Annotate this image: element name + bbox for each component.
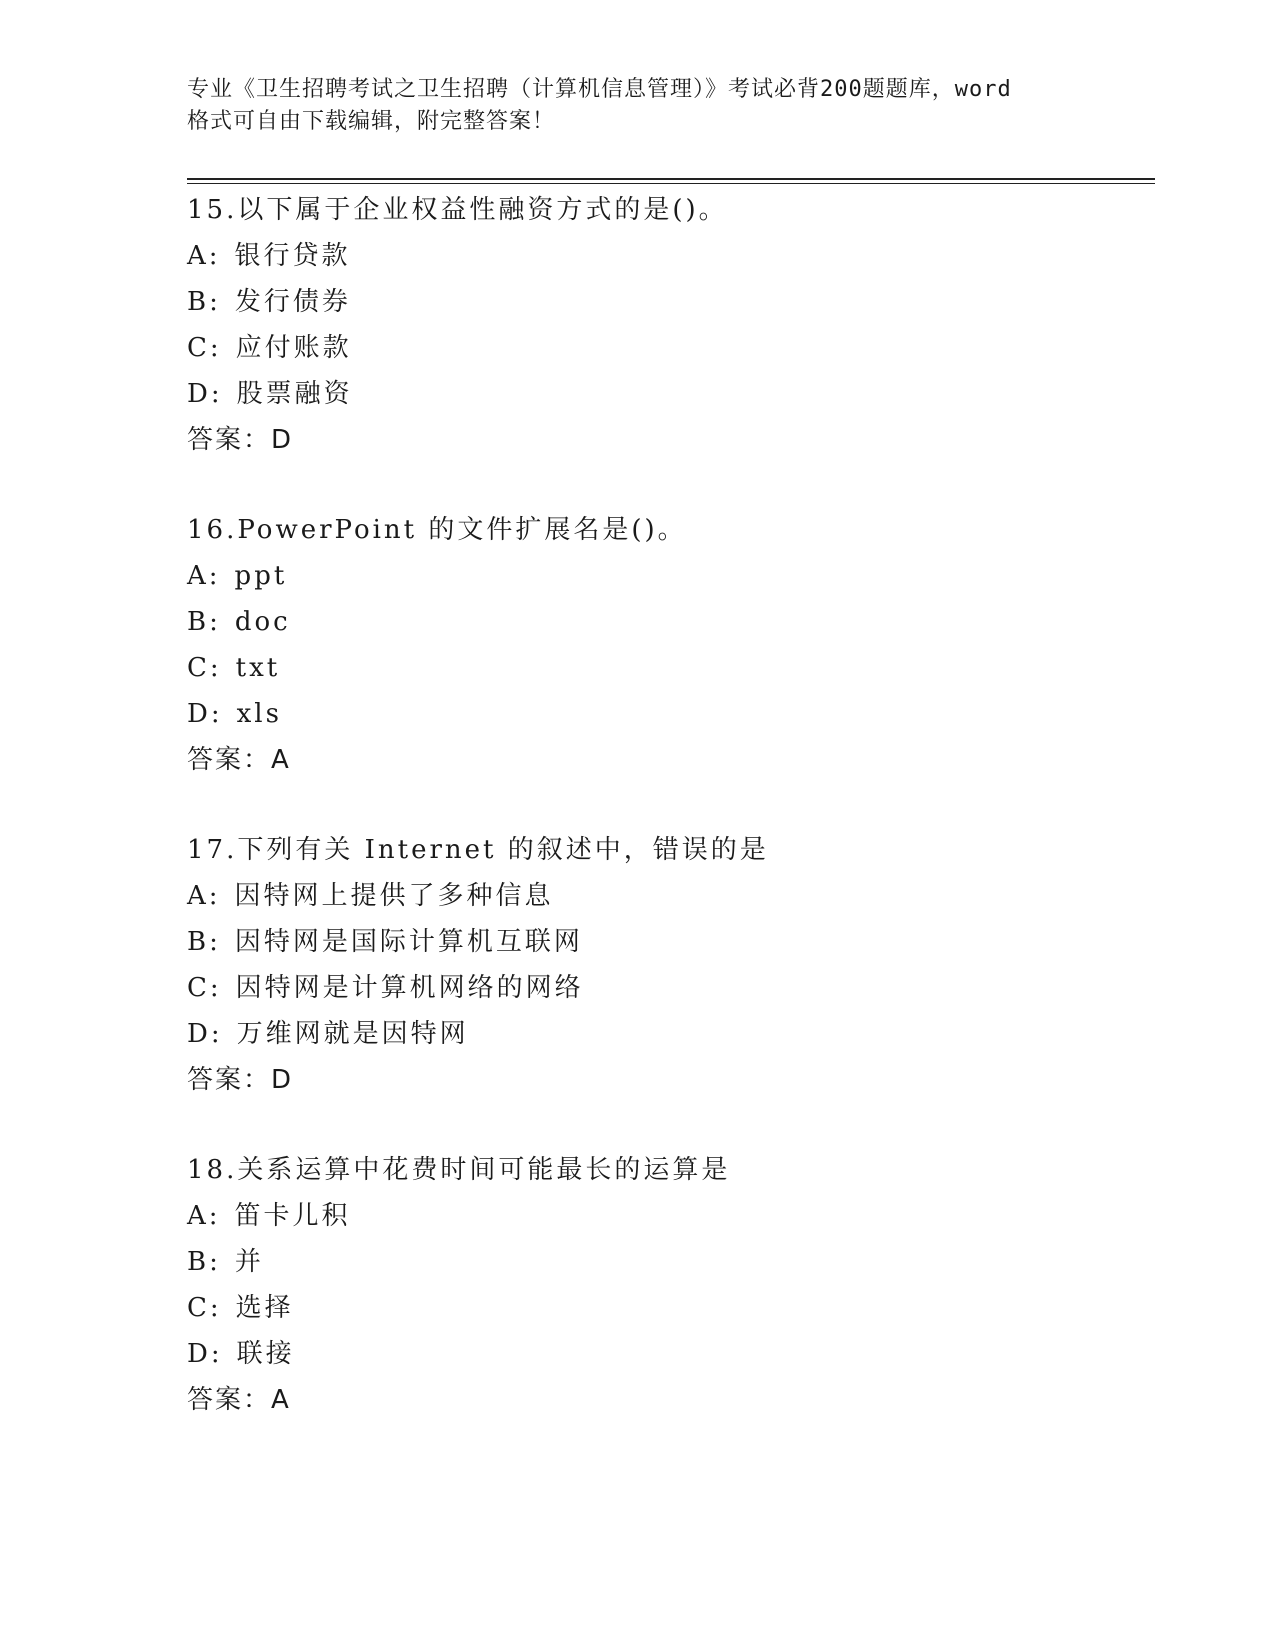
option-row: [187, 919, 1147, 965]
option-row: [187, 1011, 1147, 1057]
answer-line: 答案：D: [187, 1065, 294, 1095]
option-row: [187, 1239, 1147, 1285]
question-block: [187, 507, 1147, 783]
option-letter: A:: [187, 241, 221, 271]
option-text: 联接: [236, 1339, 295, 1369]
option-row: [187, 965, 1147, 1011]
option-letter: C:: [187, 333, 222, 363]
question-stem: 18.关系运算中花费时间可能最长的运算是: [187, 1155, 731, 1185]
option-letter: C:: [187, 1293, 222, 1323]
option-letter: A:: [187, 1201, 221, 1231]
option-letter: D:: [187, 1339, 223, 1369]
option-text: 并: [234, 1247, 264, 1277]
option-text: doc: [234, 607, 291, 637]
option-row: [187, 1193, 1147, 1239]
header-line-2: 格式可自由下载编辑，附完整答案！: [187, 109, 556, 134]
option-letter: B:: [187, 927, 221, 957]
option-text: txt: [235, 653, 281, 683]
option-text: 因特网上提供了多种信息: [234, 881, 554, 911]
option-letter: C:: [187, 973, 222, 1003]
document-header: [187, 74, 1087, 138]
answer-line: 答案：D: [187, 425, 294, 455]
option-text: 万维网就是因特网: [236, 1019, 469, 1049]
option-letter: D:: [187, 379, 223, 409]
option-letter: B:: [187, 287, 221, 317]
question-stem: 15.以下属于企业权益性融资方式的是()。: [187, 195, 728, 225]
question-block: [187, 1147, 1147, 1423]
option-letter: A:: [187, 881, 221, 911]
question-stem: 17.下列有关 Internet 的叙述中，错误的是: [187, 835, 769, 865]
header-divider-thin: [187, 183, 1155, 184]
header-divider-thick: [187, 178, 1155, 180]
question-block: [187, 827, 1147, 1103]
option-text: 发行债券: [234, 287, 351, 317]
option-row: [187, 599, 1147, 645]
option-row: [187, 553, 1147, 599]
answer-line: 答案：A: [187, 745, 291, 775]
option-letter: D:: [187, 699, 223, 729]
option-row: [187, 1285, 1147, 1331]
answer-line: 答案：A: [187, 1385, 291, 1415]
question-block: [187, 187, 1147, 463]
option-row: [187, 691, 1147, 737]
option-row: [187, 233, 1147, 279]
option-row: [187, 325, 1147, 371]
option-text: 选择: [235, 1293, 294, 1323]
option-letter: C:: [187, 653, 222, 683]
option-letter: D:: [187, 1019, 223, 1049]
option-text: 银行贷款: [234, 241, 351, 271]
option-letter: A:: [187, 561, 221, 591]
option-letter: B:: [187, 1247, 221, 1277]
option-letter: B:: [187, 607, 221, 637]
option-row: [187, 1331, 1147, 1377]
option-row: [187, 645, 1147, 691]
option-text: 股票融资: [236, 379, 353, 409]
question-stem: 16.PowerPoint 的文件扩展名是()。: [187, 515, 687, 545]
option-text: 因特网是国际计算机互联网: [234, 927, 583, 957]
option-row: [187, 279, 1147, 325]
option-text: xls: [236, 699, 282, 729]
option-row: [187, 873, 1147, 919]
option-text: 因特网是计算机网络的网络: [235, 973, 584, 1003]
option-text: ppt: [234, 561, 288, 591]
option-text: 笛卡儿积: [234, 1201, 351, 1231]
option-row: [187, 371, 1147, 417]
option-text: 应付账款: [235, 333, 352, 363]
header-line-1: 专业《卫生招聘考试之卫生招聘（计算机信息管理）》考试必背200题题库，word: [187, 77, 1012, 102]
